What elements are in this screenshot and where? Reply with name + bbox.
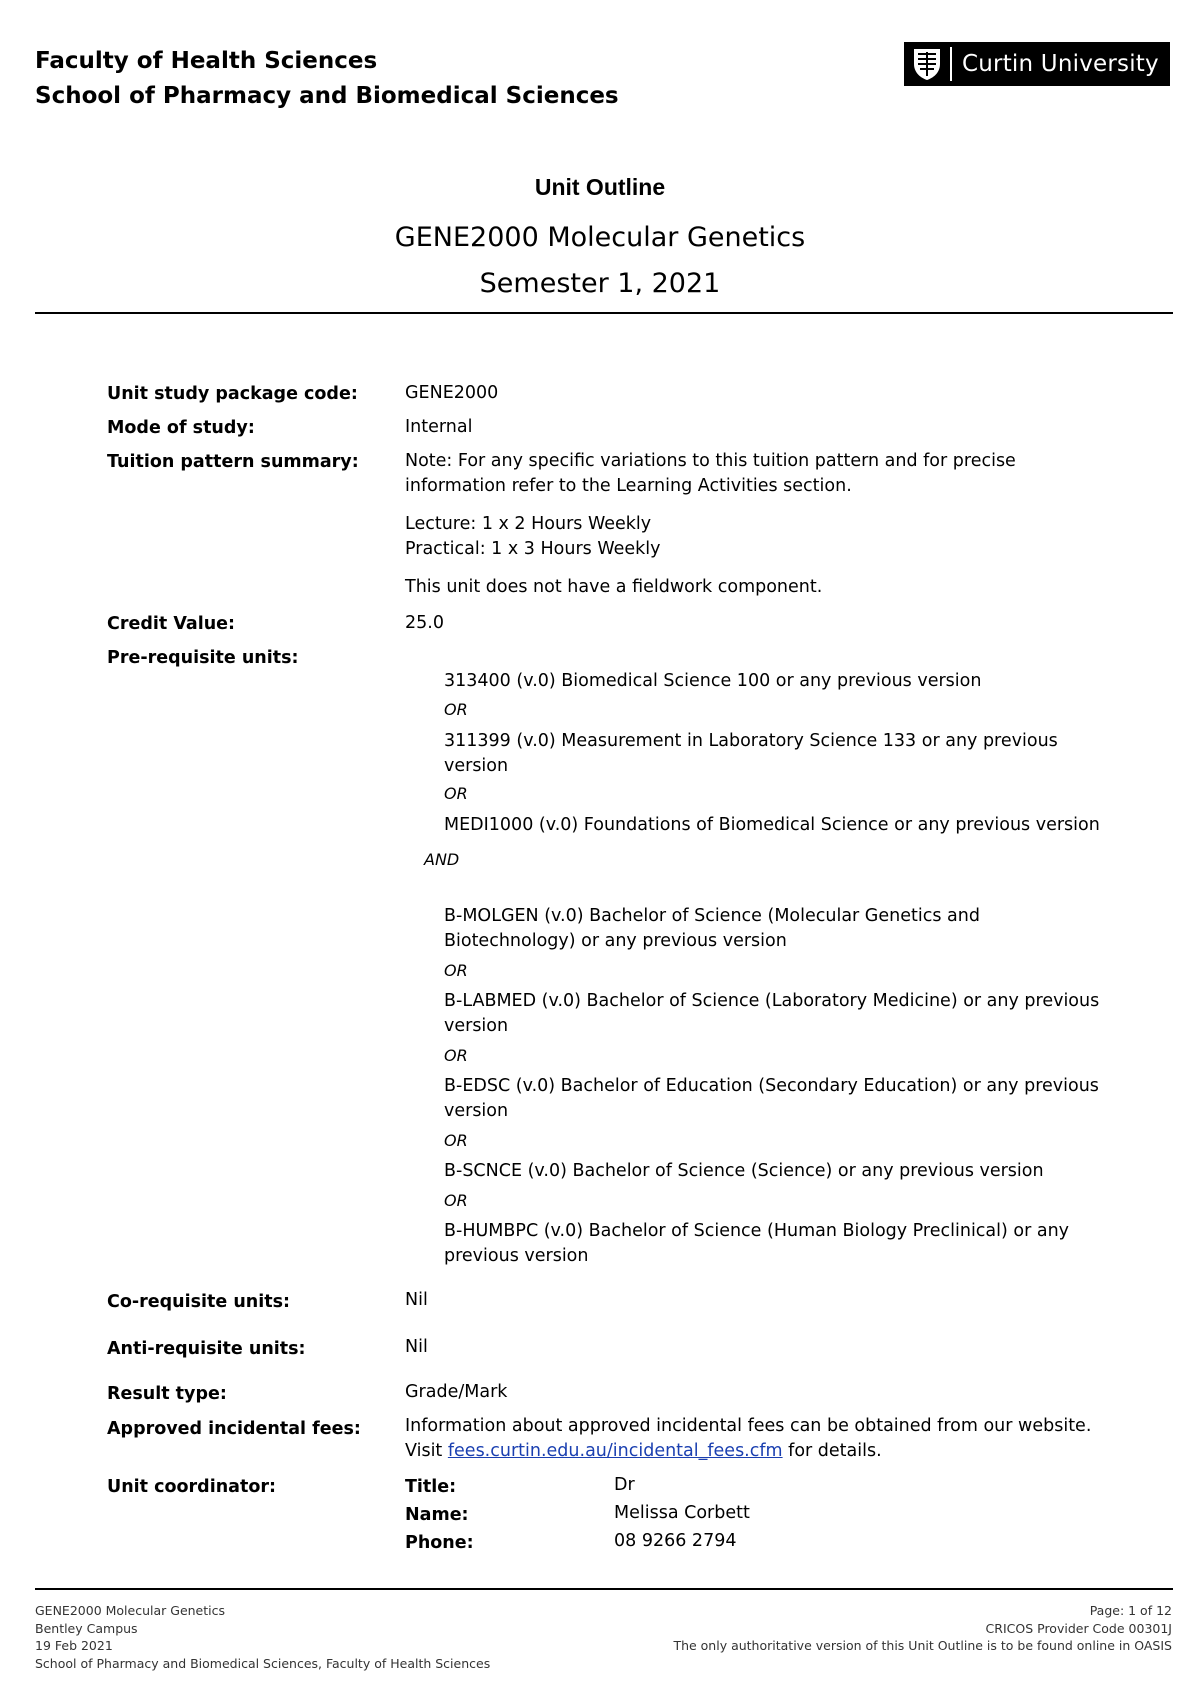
- prereq-label: Pre-requisite units:: [107, 648, 299, 668]
- fees-label: Approved incidental fees:: [107, 1419, 361, 1439]
- and-connector: AND: [424, 850, 460, 869]
- coordinator-label: Unit coordinator:: [107, 1477, 276, 1497]
- school-name: School of Pharmacy and Biomedical Sciences: [35, 83, 619, 109]
- footer-authority: The only authoritative version of this Unit Outline is to be found online in OASIS: [673, 1638, 1172, 1653]
- university-logo: [904, 42, 1170, 86]
- prereq-course: B-MOLGEN (v.0) Bachelor of Science (Molecular Genetics and Biotechnology) or any previous version: [444, 906, 980, 951]
- coordinator-phone-label: Phone:: [405, 1533, 474, 1553]
- prereq-course: B-HUMBPC (v.0) Bachelor of Science (Human Biology Preclinical) or any previous version: [444, 1221, 1070, 1266]
- tuition-lecture: Lecture: 1 x 2 Hours Weekly: [405, 514, 652, 534]
- fees-visit-line: [405, 1439, 1105, 1464]
- coordinator-name: Melissa Corbett: [614, 1503, 750, 1523]
- fees-link[interactable]: fees.curtin.edu.au/incidental_fees.cfm: [447, 1441, 783, 1461]
- footer-cricos: CRICOS Provider Code 00301J: [985, 1620, 1172, 1636]
- prereq-course: B-SCNCE (v.0) Bachelor of Science (Science) or any previous version: [444, 1161, 1044, 1181]
- prereq-unit: 313400 (v.0) Biomedical Science 100 or any previous version: [444, 671, 982, 691]
- code-value: GENE2000: [405, 383, 499, 403]
- footer-left: [35, 1602, 490, 1672]
- logo-divider: [950, 47, 952, 81]
- coordinator-title: Dr: [614, 1475, 635, 1495]
- footer-date: 19 Feb 2021: [35, 1638, 113, 1653]
- tuition-practical: Practical: 1 x 3 Hours Weekly: [405, 539, 661, 559]
- prereq-course: B-LABMED (v.0) Bachelor of Science (Laboratory Medicine) or any previous version: [444, 991, 1100, 1036]
- prereq-course: B-EDSC (v.0) Bachelor of Education (Secondary Education) or any previous version: [444, 1076, 1099, 1121]
- or-connector: OR: [444, 784, 468, 803]
- unit-title: GENE2000 Molecular Genetics: [394, 222, 806, 253]
- or-connector: OR: [444, 1131, 468, 1150]
- footer-right: [673, 1602, 1172, 1655]
- code-label: Unit study package code:: [107, 384, 358, 404]
- coordinator-name-label: Name:: [405, 1505, 469, 1525]
- fees-value: [405, 1414, 1105, 1464]
- footer-page: Page: 1 of 12: [1089, 1603, 1172, 1618]
- footer-school: School of Pharmacy and Biomedical Sciences, Faculty of Health Sciences: [35, 1655, 491, 1671]
- coordinator-title-label: Title:: [405, 1477, 457, 1497]
- prereq-unit: MEDI1000 (v.0) Foundations of Biomedical Science or any previous version: [444, 815, 1100, 835]
- antireq-value: Nil: [405, 1337, 428, 1357]
- fieldwork-note: This unit does not have a fieldwork component.: [405, 577, 823, 597]
- credit-value: 25.0: [405, 613, 444, 633]
- prereq-unit: 311399 (v.0) Measurement in Laboratory Science 133 or any previous version: [444, 731, 1058, 776]
- fees-info: Information about approved incidental fees can be obtained from our website.: [405, 1416, 1092, 1436]
- document-type: Unit Outline: [534, 174, 666, 200]
- fees-after: for details.: [788, 1441, 882, 1461]
- or-connector: OR: [444, 1191, 468, 1210]
- shield-icon: [912, 46, 942, 82]
- logo-wordmark: Curtin University: [962, 51, 1159, 77]
- credit-label: Credit Value:: [107, 614, 236, 634]
- mode-label: Mode of study:: [107, 418, 255, 438]
- semester: Semester 1, 2021: [479, 268, 721, 299]
- faculty-name: Faculty of Health Sciences: [35, 48, 378, 74]
- result-label: Result type:: [107, 1384, 227, 1404]
- or-connector: OR: [444, 1046, 468, 1065]
- or-connector: OR: [444, 961, 468, 980]
- footer-campus: Bentley Campus: [35, 1620, 138, 1636]
- tuition-label: Tuition pattern summary:: [107, 452, 359, 472]
- footer-divider: [35, 1588, 1173, 1590]
- coreq-value: Nil: [405, 1290, 428, 1310]
- fees-visit: Visit: [405, 1441, 443, 1461]
- antireq-label: Anti-requisite units:: [107, 1339, 306, 1359]
- footer-unit: GENE2000 Molecular Genetics: [35, 1603, 226, 1618]
- coordinator-phone: 08 9266 2794: [614, 1531, 737, 1551]
- faculty-heading: [35, 44, 619, 114]
- mode-value: Internal: [405, 417, 473, 437]
- or-connector: OR: [444, 700, 468, 719]
- title-divider: [35, 312, 1173, 314]
- result-value: Grade/Mark: [405, 1382, 508, 1402]
- tuition-note: Note: For any specific variations to this tuition pattern and for precise information refer to the Learning Activities section.: [405, 451, 1016, 496]
- coreq-label: Co-requisite units:: [107, 1292, 291, 1312]
